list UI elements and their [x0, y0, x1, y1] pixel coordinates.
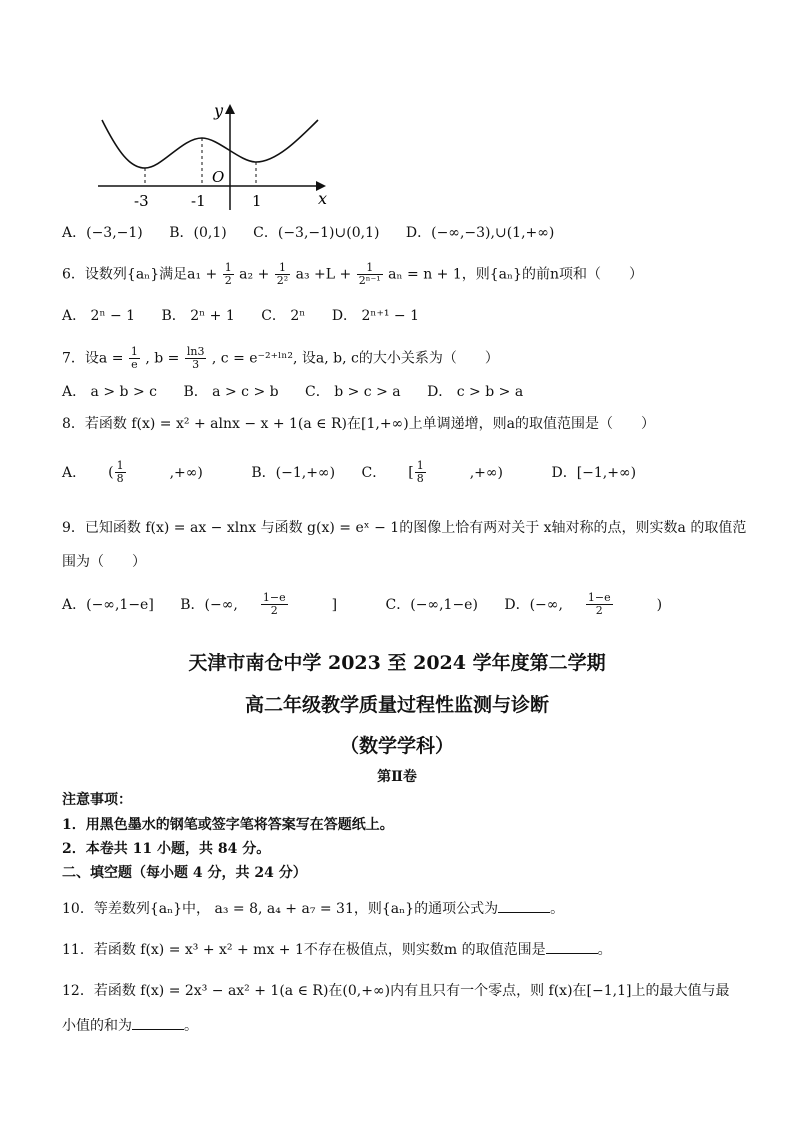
- q5-option-b[interactable]: B．(0,1): [169, 225, 227, 241]
- question-6: [62, 262, 643, 287]
- q9-option-c[interactable]: C．(−∞,1−e): [385, 596, 478, 613]
- axis-x-label: x: [318, 189, 328, 208]
- q7-text-mid: , b =: [145, 350, 180, 367]
- q8-option-c[interactable]: C． [ $\frac{1}{8}$ ,+∞): [361, 459, 504, 485]
- q7-text-before: 7．设a =: [62, 350, 124, 367]
- question-9-line-2: 围为（ ）: [62, 554, 146, 570]
- function-graph: [90, 100, 340, 215]
- question-12-line-1: 12．若函数 f(x) = 2x³ − ax² + 1(a ∈ R)在(0,+∞)内有且只有一个零点，则 f(x)在[−1,1]上的最大值与最: [62, 983, 730, 999]
- q9-option-b[interactable]: B．(−∞, $\frac{1-e}{2}$ ]: [180, 591, 338, 617]
- school-title: 天津市南仓中学 2023 至 2024 学年度第二学期: [188, 652, 606, 674]
- q5-option-c[interactable]: C．(−3,−1)∪(0,1): [253, 225, 380, 241]
- q8-options: [62, 460, 658, 485]
- question-12-line-2: 小值的和为 。: [62, 1015, 198, 1036]
- q7-option-b[interactable]: B． a > c > b: [183, 384, 279, 400]
- q6-option-c[interactable]: C． 2ⁿ: [261, 308, 306, 324]
- q7-options: [62, 382, 545, 402]
- q6-text-mid2: a₃ +L +: [295, 266, 352, 283]
- notes-item-2: 2．本卷共 11 小题，共 84 分。: [62, 841, 271, 857]
- q7-frac-b: $\frac{\ln 3}{3}$: [186, 345, 205, 371]
- question-7: [62, 346, 499, 371]
- tick-label-neg3: -3: [134, 192, 149, 210]
- q6-options: [62, 306, 441, 326]
- q7-option-c[interactable]: C． b > c > a: [305, 384, 401, 400]
- q6-frac-3: $\frac{1}{\text{2ⁿ⁻¹}}$: [358, 261, 381, 287]
- q6-option-b[interactable]: B． 2ⁿ + 1: [161, 308, 235, 324]
- q5-option-a[interactable]: A．(−3,−1): [62, 225, 143, 241]
- q9-options: [62, 592, 706, 617]
- q6-frac-2: $\frac{1}{\text{2²}}$: [276, 261, 289, 287]
- q6-text-mid: a₂ +: [239, 266, 270, 283]
- question-10: 10．等差数列{aₙ}中， a₃ = 8, a₄ + a₇ = 31，则{aₙ}的通项公式为 。: [62, 898, 564, 919]
- q9-option-d[interactable]: D．(−∞, $\frac{1-e}{2}$ ): [504, 591, 663, 617]
- q8-option-d[interactable]: D．[−1,+∞): [551, 464, 637, 481]
- q7-option-d[interactable]: D． c > b > a: [427, 384, 524, 400]
- q8-option-b[interactable]: B．(−1,+∞): [251, 464, 336, 481]
- q10-answer-blank[interactable]: [498, 898, 550, 913]
- q6-option-a[interactable]: A． 2ⁿ − 1: [62, 308, 136, 324]
- question-8: 8．若函数 f(x) = x² + alnx − x + 1(a ∈ R)在[1,+∞)上单调递增，则a的取值范围是（ ）: [62, 416, 656, 432]
- q5-options: [62, 223, 576, 243]
- q6-frac-1: $\frac{1}{2}$: [224, 261, 232, 287]
- q8-option-a[interactable]: A． ( $\frac{1}{8}$ ,+∞): [62, 459, 203, 485]
- question-11: 11．若函数 f(x) = x³ + x² + mx + 1不存在极值点，则实数m 的取值范围是 。: [62, 939, 612, 960]
- q6-text-before: 6．设数列{aₙ}满足a₁ +: [62, 266, 218, 283]
- q11-answer-blank[interactable]: [546, 939, 598, 954]
- axis-y-label: y: [214, 101, 224, 120]
- q6-text-after: aₙ = n + 1，则{aₙ}的前n项和（ ）: [388, 266, 643, 283]
- q7-option-a[interactable]: A． a > b > c: [62, 384, 157, 400]
- question-9-line-1: 9．已知函数 f(x) = ax − xlnx 与函数 g(x) = eˣ − 1的图像上恰有两对关于 x轴对称的点，则实数a 的取值范: [62, 520, 747, 536]
- notes-item-1: 1．用黑色墨水的钢笔或签字笔将答案写在答题纸上。: [62, 817, 394, 833]
- exam-title: 高二年级教学质量过程性监测与诊断: [244, 694, 549, 716]
- section-heading: 二、填空题（每小题 4 分，共 24 分）: [62, 865, 307, 881]
- q7-text-after: , c = e⁻²⁺ˡⁿ², 设a, b, c的大小关系为（ ）: [211, 350, 499, 367]
- origin-label: O: [212, 168, 225, 186]
- subject-title: （数学学科）: [339, 735, 454, 757]
- tick-label-neg1: -1: [191, 192, 206, 210]
- q5-option-d[interactable]: D．(−∞,−3),∪(1,+∞): [405, 225, 555, 241]
- q6-option-d[interactable]: D． 2ⁿ⁺¹ − 1: [331, 308, 419, 324]
- notes-title: 注意事项：: [62, 792, 132, 808]
- q7-frac-a: $\frac{1}{e}$: [130, 345, 138, 371]
- tick-label-1: 1: [252, 192, 262, 210]
- q9-option-a[interactable]: A．(−∞,1−e]: [62, 596, 154, 613]
- volume-title: 第Ⅱ卷: [377, 769, 417, 785]
- q12-answer-blank[interactable]: [132, 1015, 184, 1030]
